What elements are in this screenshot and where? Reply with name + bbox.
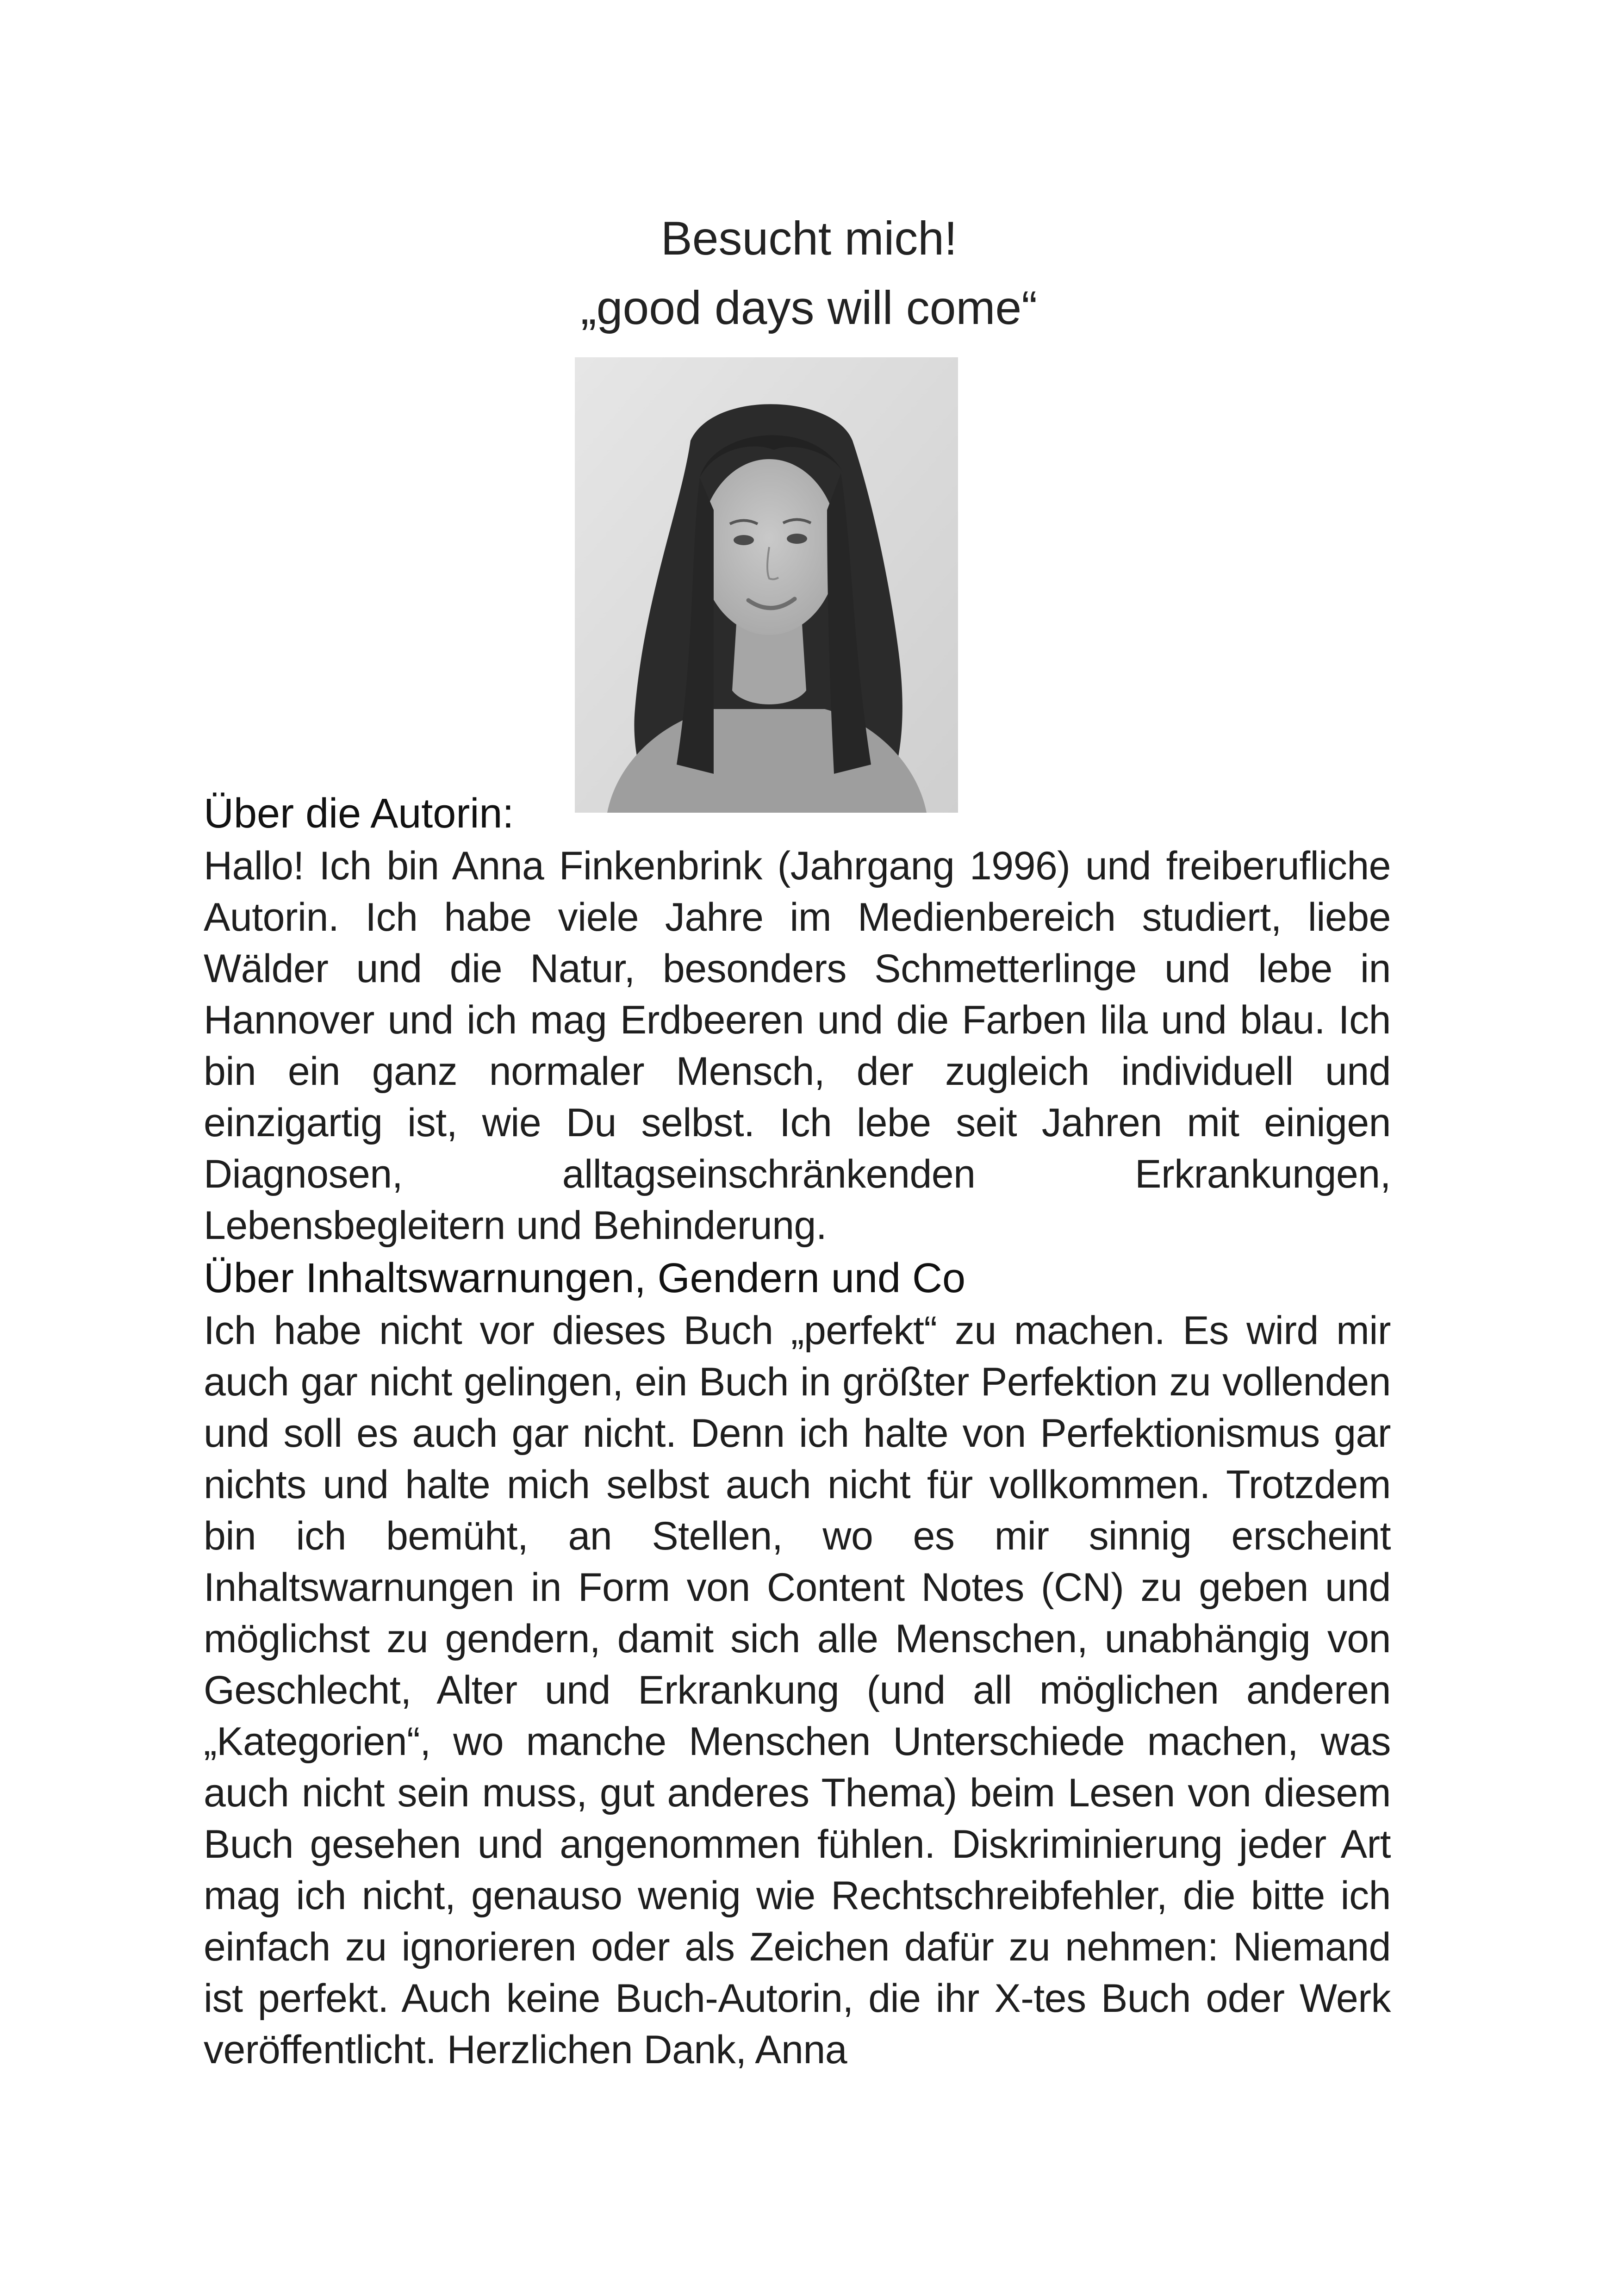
- about-author-text: Hallo! Ich bin Anna Finkenbrink (Jahrgang 1996) und freiberufliche Autorin. Ich habe viele Jahre im Medienbereich studiert, liebe Wälder und die Natur, besonders Schmetterlinge und lebe in Hannover und ich mag Erdbeeren und die Farben lila und blau. Ich bin ein ganz normaler Mensch, der zugleich individuell und einzigartig ist, wie Du selbst. Ich lebe seit Jahren mit einigen Diagnosen, alltagseinschränkenden Erkrankungen, Lebensbegleitern und Behinderung.: [204, 844, 1391, 1248]
- text-content: [204, 787, 1391, 2076]
- page-heading: [0, 204, 1618, 342]
- portrait-photo-icon: [575, 357, 958, 813]
- heading-line-2: „good days will come“: [580, 281, 1038, 334]
- section-title-about-author: Über die Autorin:: [204, 790, 514, 837]
- content-warnings-text: Ich habe nicht vor dieses Buch „perfekt“ zu machen. Es wird mir auch gar nicht gelingen, ein Buch in größter Perfektion zu vollenden und soll es auch gar nicht. Denn ich halte von Perfektionismus gar nichts und halte mich selbst auch nicht für vollkommen. Trotzdem bin ich bemüht, an Stellen, wo es mir sinnig erscheint Inhaltswarnungen in Form von Content Notes (CN) zu geben und möglichst zu gendern, damit sich alle Menschen, unabhängig von Geschlecht, Alter und Erkrankung (und all möglichen anderen „Kategorien“, wo manche Menschen Unterschiede machen, was auch nicht sein muss, gut anderes Thema) beim Lesen von diesem Buch gesehen und angenommen fühlen. Diskriminierung jeder Art mag ich nicht, genauso wenig wie Rechtschreibfehler, die bitte ich einfach zu ignorieren oder als Zeichen dafür zu nehmen: Niemand ist perfekt. Auch keine Buch-Autorin, die ihr X-tes Buch oder Werk veröffentlicht. Herzlichen Dank, Anna: [204, 1308, 1391, 2072]
- heading-line-1: Besucht mich!: [660, 212, 958, 265]
- author-photo: [575, 357, 958, 813]
- section-title-content-warnings: Über Inhaltswarnungen, Gendern und Co: [204, 1255, 966, 1301]
